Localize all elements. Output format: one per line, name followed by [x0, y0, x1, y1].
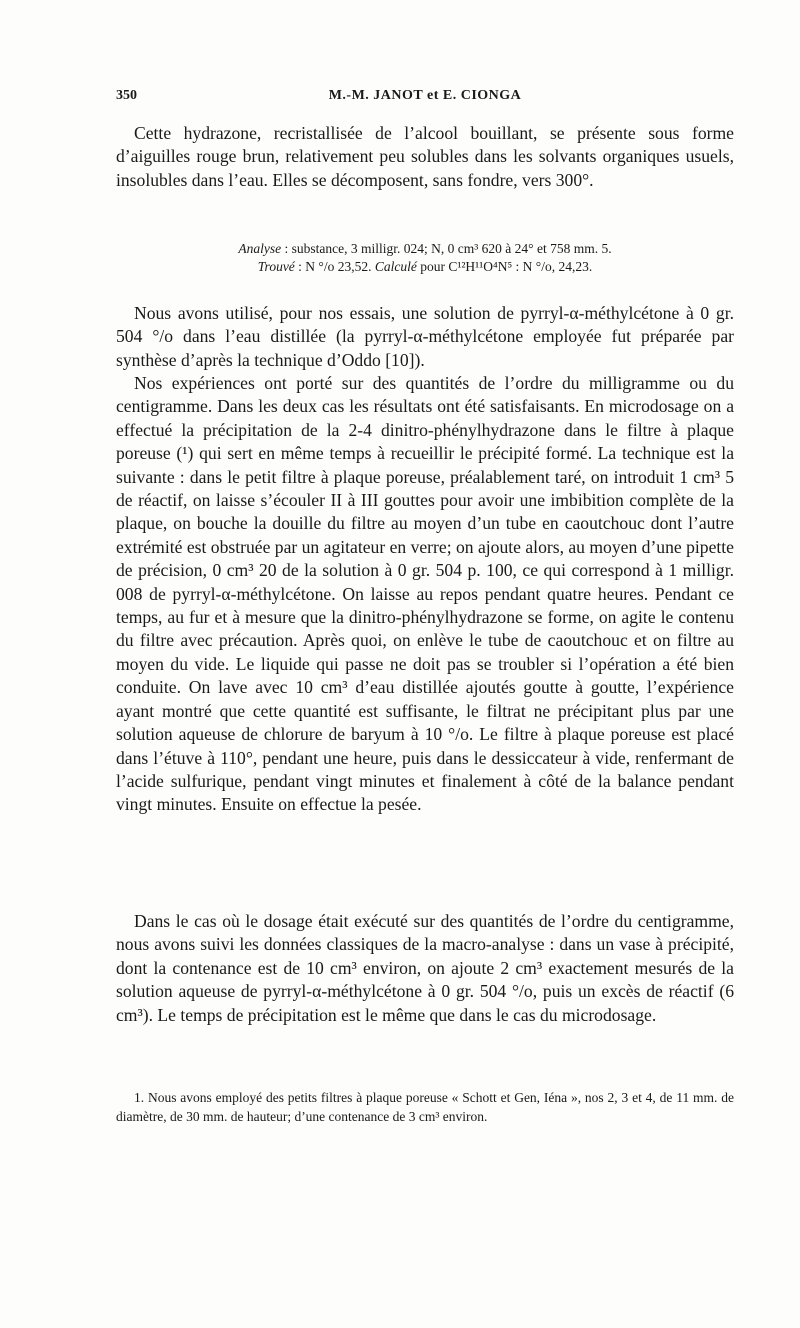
analysis-line-1: [116, 240, 734, 258]
found-label: Trouvé: [257, 259, 295, 274]
running-title: M.-M. JANOT et E. CIONGA: [328, 88, 522, 103]
found-text: : N °/o 23,52.: [294, 259, 375, 274]
analysis-text: : substance, 3 milligr. 024; N, 0 cm³ 620 à 24° et 758 mm. 5.: [281, 241, 612, 256]
paragraph-experiments: Nos expériences ont porté sur des quantités de l’ordre du milligramme ou du centigramme. Dans les deux cas les résultats ont été satisfaisants. En microdosage on a effectué la précipitation de la 2-4 dinitro-phénylhydrazone dans le filtre à plaque poreuse (¹) qui sert en même temps à recueillir le précipité formé. La technique est la suivante : dans le petit filtre à plaque poreuse, préalablement taré, on introduit 1 cm³ 5 de réactif, on laisse s’écouler II à III gouttes pour avoir une imbibition complète de la plaque, on bouche la douille du filtre au moyen d’un tube en caoutchouc dont l’autre extrémité est obstruée par un agitateur en verre; on ajoute alors, au moyen d’une pipette de précision, 0 cm³ 20 de la solution à 0 gr. 504 p. 100, ce qui correspond à 1 milligr. 008 de pyrryl-α-méthylcétone. On laisse au repos pendant quatre heures. Pendant ce temps, au fur et à mesure que la dinitro-phénylhydrazone se forme, on agite le contenu du filtre avec précaution. Après quoi, on enlève le tube de caoutchouc et on filtre au moyen du vide. Le liquide qui passe ne doit pas se troubler si l’opération a été bien conduite. On lave avec 10 cm³ d’eau distillée ajoutés goutte à goutte, l’expérience ayant montré que cette quantité est suffisante, le filtrat ne précipitant plus par une solution aqueuse de chlorure de baryum à 10 °/o. Le filtre à plaque poreuse est placé dans l’étuve à 110°, pendant une heure, puis dans le dessiccateur à vide, renfermant de l’acide sulfurique, pendant vingt minutes et finalement à côté de la balance pendant vingt minutes. Ensuite on effectue la pesée.: [116, 373, 734, 815]
page-number: 350: [116, 88, 137, 103]
calculated-label: Calculé: [374, 259, 417, 274]
paragraph-solution: Nous avons utilisé, pour nos essais, une solution de pyrryl-α-méthylcétone à 0 gr. 504 °/o dans l’eau distillée (la pyrryl-α-méthylcétone employée fut préparée par synthèse d’après la technique d’Oddo [10]).: [116, 303, 734, 370]
analysis-line-2: [116, 258, 734, 276]
footnote: 1. Nous avons employé des petits filtres à plaque poreuse « Schott et Gen, Iéna », nos 2, 3 et 4, de 11 mm. de diamètre, de 30 mm. de hauteur; d’une contenance de 3 cm³ environ.: [116, 1090, 734, 1124]
paragraph-macro-analysis: Dans le cas où le dosage était exécuté sur des quantités de l’ordre du centigramme, nous avons suivi les données classiques de la macro-analyse : dans un vase à précipité, dont la contenance est de 10 cm³ environ, on ajoute 2 cm³ exactement mesurés de la solution aqueuse de pyrryl-α-méthylcétone à 0 gr. 504 °/o, puis un excès de réactif (6 cm³). Le temps de précipitation est le même que dans le cas du microdosage.: [116, 911, 734, 1025]
calculated-text: pour C¹²H¹¹O⁴N⁵ : N °/o, 24,23.: [416, 259, 593, 274]
page-header: [116, 88, 734, 110]
paragraph-hydrazone: Cette hydrazone, recristallisée de l’alcool bouillant, se présente sous forme d’aiguilles rouge brun, relativement peu solubles dans les solvants organiques usuels, insolubles dans l’eau. Elles se décomposent, sans fondre, vers 300°.: [116, 123, 734, 190]
analysis-label: Analyse: [238, 241, 282, 256]
